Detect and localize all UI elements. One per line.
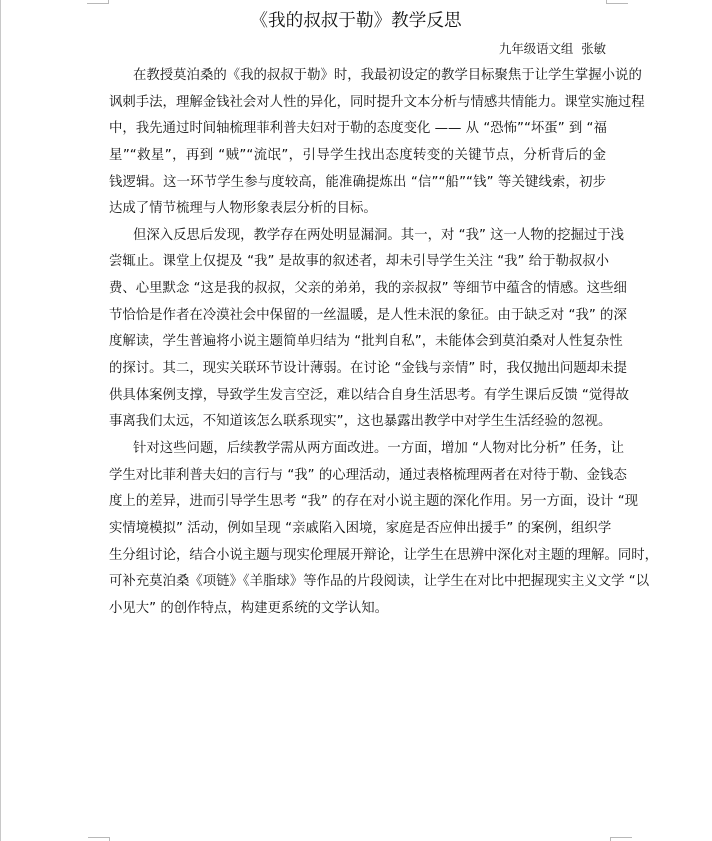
text-line: 尝辄止。课堂上仅提及 “我” 是故事的叙述者，却未引导学生关注 “我” 给于勒叔叔小 [109,254,610,270]
paragraph-3 [109,436,659,622]
text-line: 钱逻辑。这一环节学生参与度较高，能准确提炼出 “信”“船”“钱” 等关键线索，初步 [109,174,606,190]
text-line: 星”“救星”，再到 “贼”“流氓”，引导学生找出态度转变的关键节点，分析背后的金 [109,147,606,163]
document-title: 《我的叔叔于勒》教学反思 [250,11,462,31]
page-left-edge [0,0,1,841]
text-line: 小见大” 的创作特点，构建更系统的文学认知。 [109,600,389,616]
text-line: 事离我们太远，不知道该怎么联系现实”，这也暴露出教学中对学生生活经验的忽视。 [109,414,612,430]
document-author: 九年级语文组 张敏 [498,41,606,56]
text-line: 讽刺手法，理解金钱社会对人性的异化，同时提升文本分析与情感共情能力。课堂实施过程 [109,94,645,110]
text-line: 但深入反思后发现，教学存在两处明显漏洞。其一，对 “我” 这一人物的挖掘过于浅 [133,227,625,243]
text-line: 供具体案例支撑，导致学生发言空泛，难以结合自身生活思考。有学生课后反馈 “觉得故 [109,387,630,403]
text-line: 度解读，学生普遍将小说主题简单归结为 “批判自私”，未能体会到莫泊桑对人性复杂性 [109,334,623,350]
margin-corner-mark-top-right [606,0,628,4]
text-line: 实情境模拟” 活动，例如呈现 “亲戚陷入困境，家庭是否应伸出援手” 的案例，组织学 [109,520,612,536]
text-line: 中，我先通过时间轴梳理菲利普夫妇对于勒的态度变化 —— 从 “恐怖”“坏蛋” 到 “福 [109,121,607,137]
text-line: 生分组讨论，结合小说主题与现实伦理展开辩论，让学生在思辨中深化对主题的理解。同时， [109,547,659,563]
text-line: 在教授莫泊桑的《我的叔叔于勒》时，我最初设定的教学目标聚焦于让学生掌握小说的 [133,68,642,83]
text-line: 达成了情节梳理与人物形象表层分析的目标。 [109,201,377,217]
margin-corner-mark-bottom-right [610,837,632,841]
text-line: 费、心里默念 “这是我的叔叔，父亲的弟弟，我的亲叔叔” 等细节中蕴含的情感。这些细 [109,281,627,297]
text-line: 学生对比菲利普夫妇的言行与 “我” 的心理活动，通过表格梳理两者在对待于勒、金钱态 [109,467,627,483]
margin-corner-mark-bottom-left [88,837,110,841]
margin-corner-mark-top-left [87,0,109,4]
paragraph-1 [109,63,645,223]
text-line: 度上的差异，进而引导学生思考 “我” 的存在对小说主题的深化作用。另一方面，设计 “现 [109,494,639,510]
paragraph-2 [109,223,630,436]
text-line: 针对这些问题，后续教学需从两方面改进。一方面，增加 “人物对比分析” 任务，让 [133,440,625,456]
text-line: 的探讨。其二，现实关联环节设计薄弱。在讨论 “金钱与亲情” 时，我仅抛出问题却未提 [109,361,627,377]
document-body [109,63,659,622]
text-line: 节恰恰是作者在冷漠社会中保留的一丝温暖，是人性未泯的象征。由于缺乏对 “我” 的深 [109,307,627,323]
text-line: 可补充莫泊桑《项链》《羊脂球》等作品的片段阅读，让学生在对比中把握现实主义文学 “以 [109,574,650,590]
